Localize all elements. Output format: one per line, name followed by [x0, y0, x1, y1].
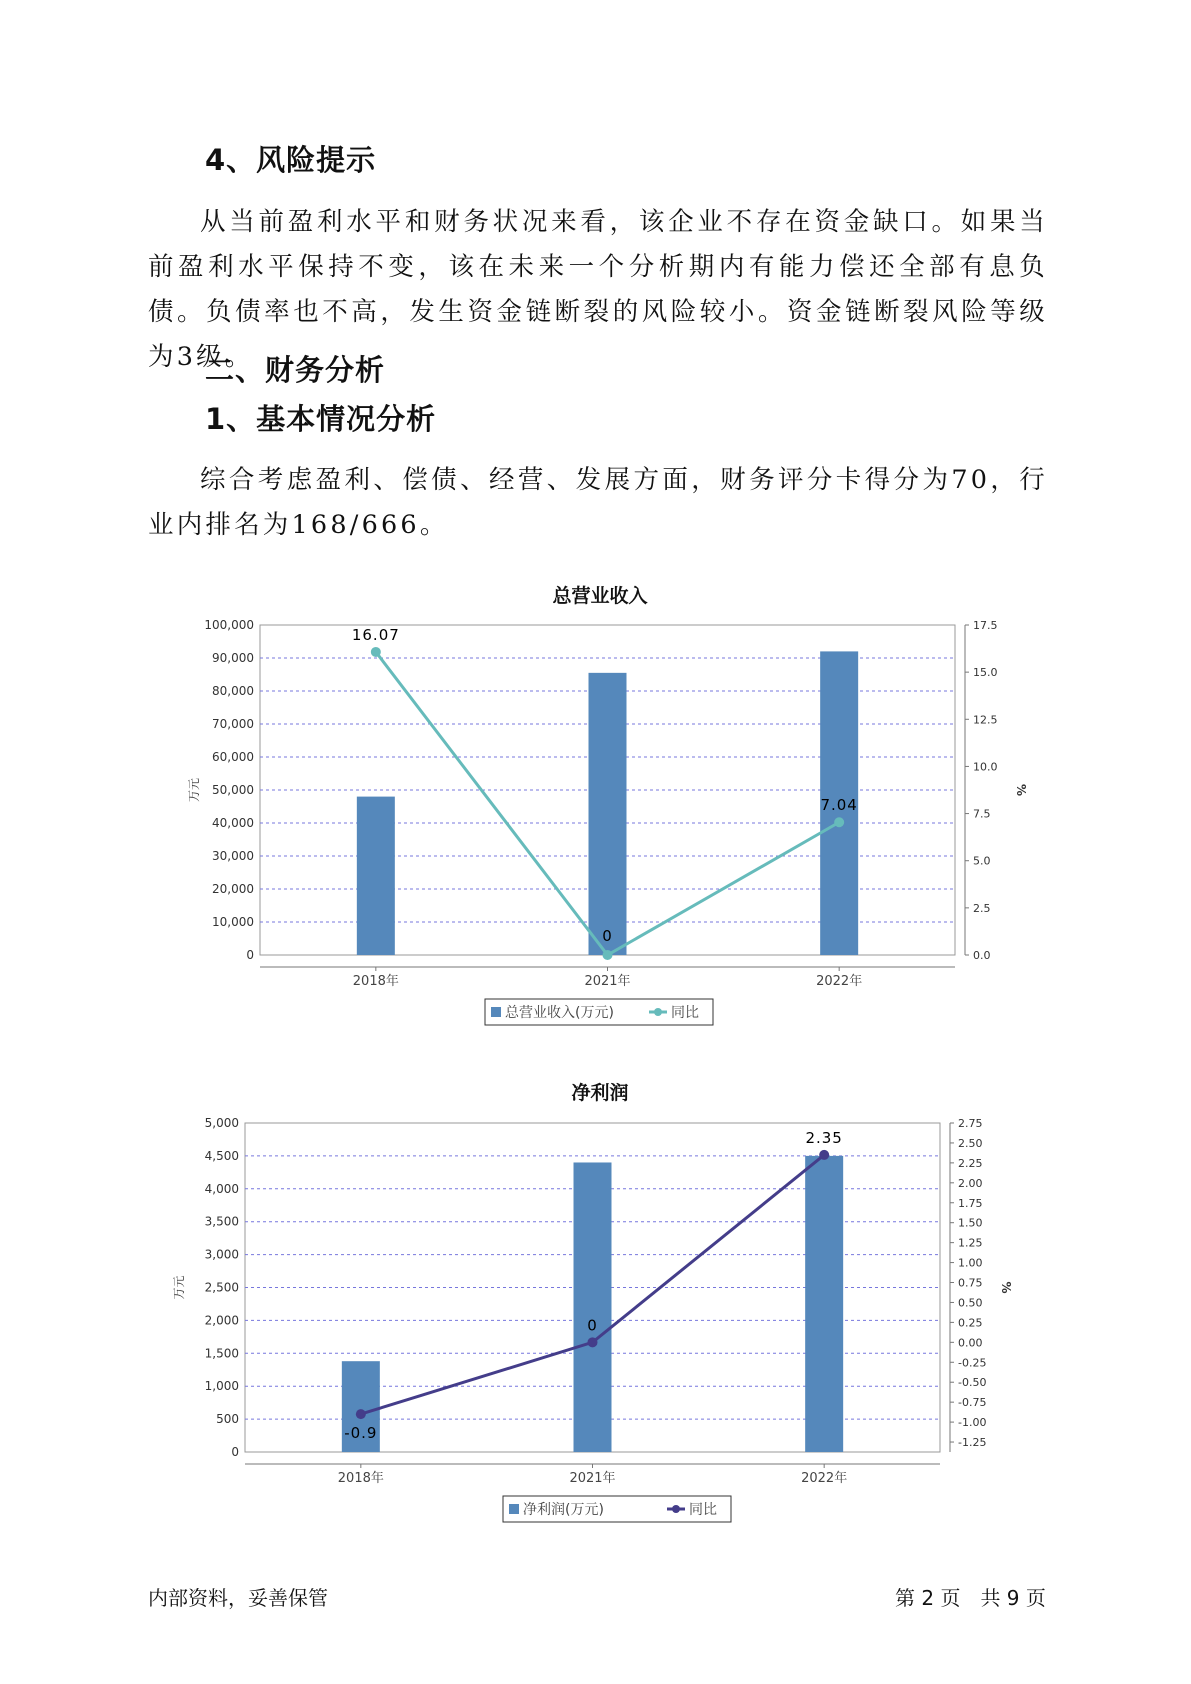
- y2-tick-label: 2.50: [958, 1136, 983, 1150]
- line-point: [834, 817, 844, 827]
- bar: [357, 797, 395, 955]
- y2-tick-label: 1.75: [958, 1196, 983, 1210]
- legend-line-label: 同比: [671, 1005, 699, 1021]
- x-tick-label: 2018年: [337, 1471, 384, 1486]
- y2-tick-label: 2.5: [973, 901, 991, 915]
- y2-tick-label: -0.25: [958, 1356, 987, 1370]
- y2-tick-label: 17.5: [973, 619, 998, 632]
- y2-tick-label: -1.25: [958, 1436, 987, 1450]
- paragraph-risk: 从当前盈利水平和财务状况来看，该企业不存在资金缺口。如果当前盈利水平保持不变，该在未来一个分析期内有能力偿还全部有息负债。负债率也不高，发生资金链断裂的风险较小。资金链断裂风险等级为3级。: [148, 207, 1048, 372]
- y-tick-label: 100,000: [204, 618, 254, 632]
- y-axis-title: 万元: [172, 1275, 186, 1300]
- y2-tick-label: -0.50: [958, 1376, 987, 1390]
- y2-tick-label: 0.75: [958, 1276, 983, 1290]
- y-tick-label: 0: [231, 1445, 239, 1459]
- y2-tick-label: 2.00: [958, 1176, 983, 1190]
- footer-confidential: 内部资料，妥善保管: [148, 1586, 328, 1610]
- data-label: 2.35: [805, 1128, 843, 1147]
- y-tick-label: 0: [246, 948, 254, 962]
- data-label: 0: [602, 927, 613, 945]
- y-tick-label: 2,500: [204, 1280, 239, 1295]
- y-tick-label: 20,000: [212, 882, 254, 896]
- y2-tick-label: 2.25: [958, 1156, 983, 1170]
- chart2-title: 净利润: [571, 1082, 629, 1104]
- y2-tick-label: 0.00: [958, 1336, 983, 1350]
- y2-axis-title: %: [999, 1281, 1013, 1294]
- y2-tick-label: 0.0: [973, 949, 991, 962]
- heading-risk: 4、风险提示: [205, 143, 377, 177]
- data-label: 7.04: [820, 796, 858, 815]
- x-tick-label: 2018年: [352, 974, 399, 989]
- line-point: [588, 1337, 598, 1347]
- legend-line-label: 同比: [689, 1502, 717, 1518]
- y2-tick-label: 0.50: [958, 1296, 983, 1310]
- y-tick-label: 30,000: [212, 849, 254, 863]
- x-tick-label: 2021年: [584, 974, 631, 989]
- line-point: [603, 950, 613, 960]
- y-tick-label: 90,000: [212, 651, 254, 665]
- y-tick-label: 10,000: [212, 915, 254, 929]
- y2-tick-label: 1.00: [958, 1256, 983, 1270]
- bar: [589, 673, 627, 955]
- y2-tick-label: 15.0: [973, 666, 998, 680]
- y2-tick-label: 12.5: [973, 713, 998, 727]
- y-tick-label: 60,000: [212, 750, 254, 764]
- y-axis-title: 万元: [187, 777, 201, 803]
- data-label: -0.9: [344, 1424, 378, 1443]
- revenue-chart: [0, 600, 1191, 1060]
- bar: [805, 1156, 843, 1452]
- net-profit-chart: [0, 1095, 1191, 1555]
- legend-bar-label: 净利润(万元): [523, 1502, 604, 1518]
- legend-line-marker: [672, 1505, 680, 1513]
- y2-tick-label: -1.00: [958, 1416, 987, 1430]
- y2-axis-title: %: [1014, 783, 1028, 797]
- y2-tick-label: 1.50: [958, 1216, 983, 1230]
- legend-bar-swatch: [491, 1007, 501, 1017]
- y-tick-label: 80,000: [212, 684, 254, 698]
- line-point: [356, 1409, 366, 1419]
- footer-page-number: 第 2 页 共 9 页: [895, 1586, 1046, 1610]
- y-tick-label: 4,000: [204, 1181, 239, 1196]
- y-tick-label: 1,500: [204, 1346, 239, 1361]
- y2-tick-label: 1.25: [958, 1236, 983, 1250]
- y2-tick-label: 5.0: [973, 854, 991, 868]
- data-label: 16.07: [351, 625, 400, 644]
- heading-finance: 二、财务分析: [205, 353, 386, 387]
- legend-bar-swatch: [509, 1504, 519, 1514]
- y-tick-label: 70,000: [212, 717, 254, 731]
- y-tick-label: 3,500: [204, 1214, 239, 1229]
- y-tick-label: 1,000: [204, 1379, 239, 1394]
- y-tick-label: 4,500: [204, 1148, 239, 1163]
- y-tick-label: 50,000: [212, 783, 254, 797]
- legend-line-marker: [654, 1008, 662, 1016]
- y-tick-label: 5,000: [204, 1116, 239, 1130]
- x-tick-label: 2021年: [569, 1471, 616, 1486]
- y2-tick-label: 0.25: [958, 1316, 983, 1330]
- legend-bar-label: 总营业收入(万元): [505, 1005, 614, 1021]
- data-label: 0: [587, 1316, 598, 1335]
- paragraph-basic: 综合考虑盈利、偿债、经营、发展方面，财务评分卡得分为70，行业内排名为168/666。: [148, 465, 1048, 540]
- x-tick-label: 2022年: [816, 974, 863, 989]
- x-tick-label: 2022年: [801, 1471, 848, 1486]
- chart1-title: 总营业收入: [552, 585, 648, 607]
- line-point: [819, 1150, 829, 1160]
- y-tick-label: 40,000: [212, 816, 254, 830]
- y2-tick-label: 7.5: [973, 807, 991, 821]
- y-tick-label: 3,000: [204, 1247, 239, 1262]
- y-tick-label: 2,000: [204, 1313, 239, 1328]
- bar: [574, 1162, 612, 1452]
- heading-basic: 1、基本情况分析: [205, 402, 437, 436]
- line-point: [371, 647, 381, 657]
- y-tick-label: 500: [216, 1412, 239, 1427]
- y2-tick-label: -0.75: [958, 1396, 987, 1410]
- y2-tick-label: 2.75: [958, 1117, 983, 1130]
- y2-tick-label: 10.0: [973, 760, 998, 774]
